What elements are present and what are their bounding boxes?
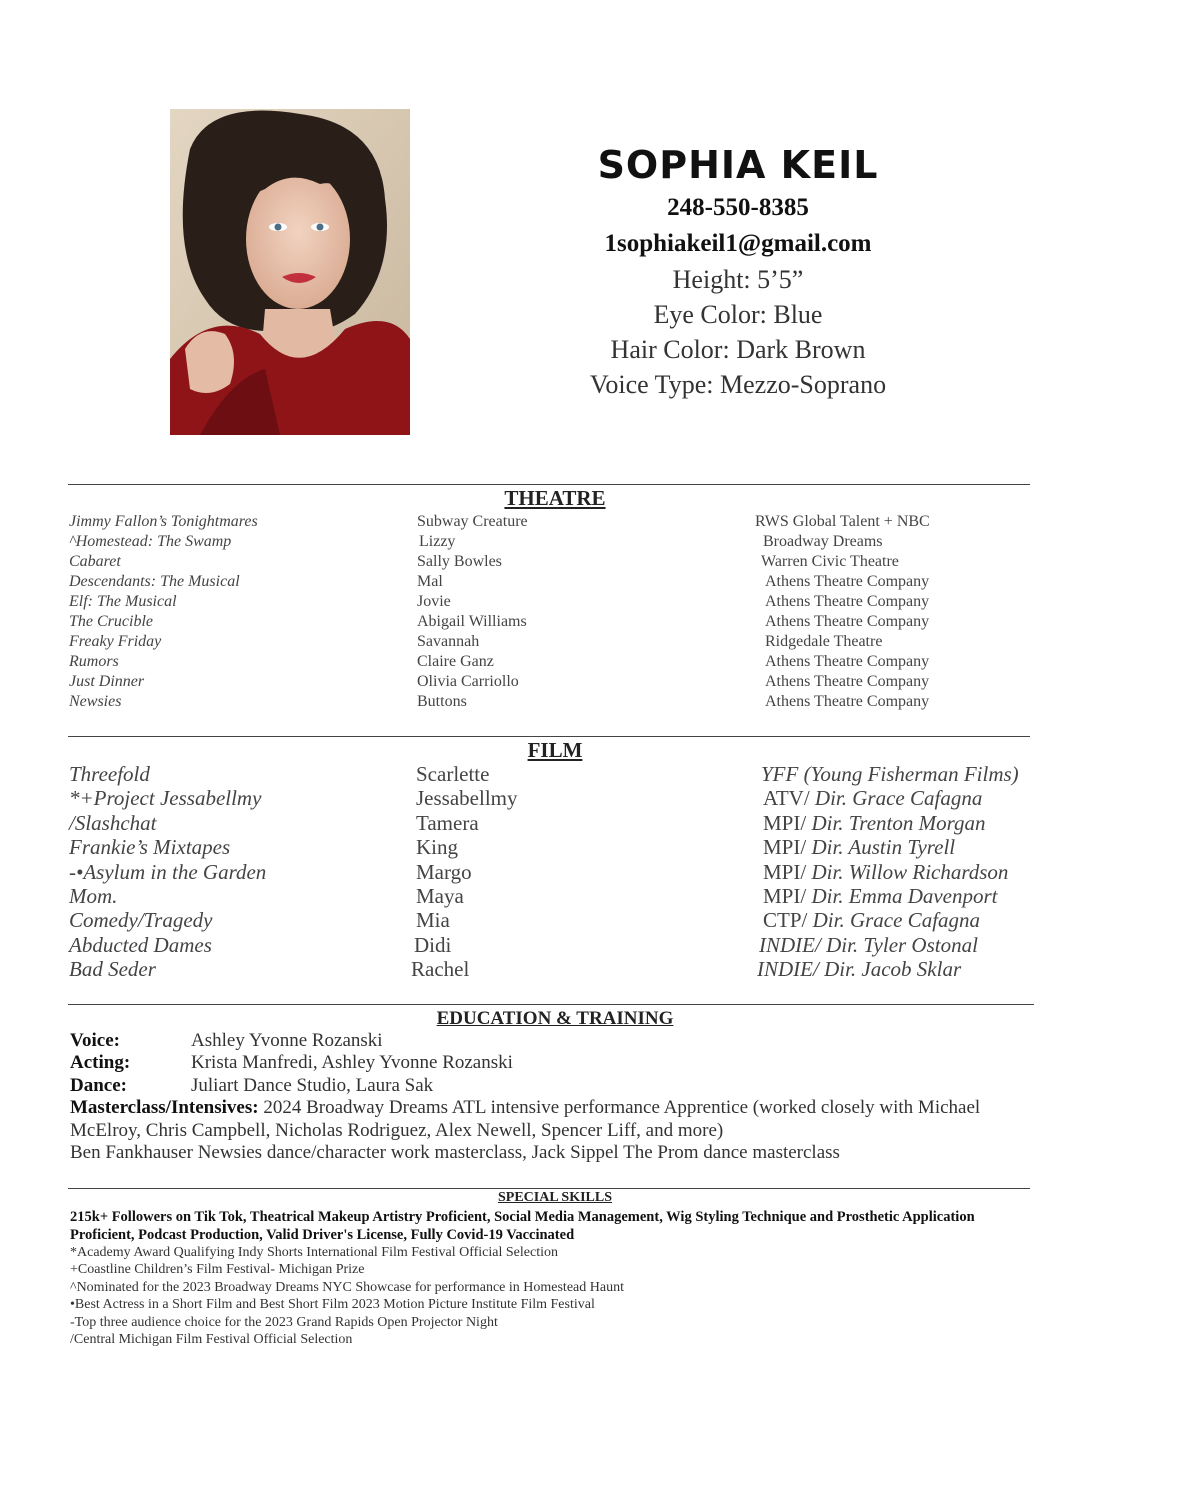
theatre-role: Mal xyxy=(417,573,443,590)
film-studio: MPI/ xyxy=(763,859,812,884)
film-company xyxy=(763,908,980,932)
masterclass-text: 2024 Broadway Dreams ATL intensive performance Apprentice (worked closely with Michael McElroy, Chris Campbell, Nicholas Rodriguez, Alex Newell, Spencer Liff, and more) xyxy=(70,1097,981,1141)
theatre-production: Elf: The Musical xyxy=(69,593,177,610)
film-company xyxy=(763,835,955,859)
section-divider xyxy=(68,1188,1030,1189)
skills-note: •Best Actress in a Short Film and Best Short Film 2023 Motion Picture Institute Film Festival xyxy=(70,1297,595,1313)
hair-color-text: Hair Color: Dark Brown xyxy=(610,335,866,364)
film-studio: CTP/ xyxy=(763,908,813,933)
film-production: Threefold xyxy=(69,762,150,786)
acting-training-row xyxy=(70,1052,1030,1074)
film-director: Dir. Emma Davenport xyxy=(811,883,998,908)
film-studio: MPI/ xyxy=(763,883,812,908)
film-role: Rachel xyxy=(411,957,470,982)
theatre-role: Buttons xyxy=(417,693,467,710)
film-production: /Slashchat xyxy=(69,810,157,835)
skills-section-title: SPECIAL SKILLS xyxy=(498,1190,612,1205)
film-company xyxy=(763,884,998,908)
film-production: Comedy/Tragedy xyxy=(69,908,213,933)
theatre-company: Athens Theatre Company xyxy=(765,693,930,710)
height-text: Height: 5’5” xyxy=(672,265,804,294)
film-role: Margo xyxy=(416,859,472,884)
theatre-company: Athens Theatre Company xyxy=(765,653,930,670)
masterclass-paragraph xyxy=(70,1097,1030,1142)
theatre-production: Newsies xyxy=(69,693,122,710)
theatre-production: The Crucible xyxy=(69,613,153,630)
education-section-title: EDUCATION & TRAINING xyxy=(436,1008,674,1029)
theatre-role: Sally Bowles xyxy=(417,553,502,570)
theatre-role: Savannah xyxy=(417,633,480,650)
film-role: Mia xyxy=(416,908,450,933)
theatre-role: Abigail Williams xyxy=(417,613,527,630)
contact-header xyxy=(538,140,938,402)
voice-training-row xyxy=(70,1030,1030,1052)
film-role: King xyxy=(416,835,458,860)
skills-note: ^Nominated for the 2023 Broadway Dreams NYC Showcase for performance in Homestead Haunt xyxy=(70,1279,624,1295)
section-divider xyxy=(68,1004,1034,1005)
skills-note: *Academy Award Qualifying Indy Shorts International Film Festival Official Selection xyxy=(70,1245,558,1260)
theatre-company: Athens Theatre Company xyxy=(765,613,930,630)
eye-color-text: Eye Color: Blue xyxy=(653,300,823,329)
film-director: Dir. Austin Tyrell xyxy=(811,835,956,860)
film-production: Frankie’s Mixtapes xyxy=(69,835,231,860)
film-company xyxy=(761,762,1019,786)
film-company xyxy=(763,811,986,835)
film-director: INDIE/ Dir. Tyler Ostonal xyxy=(759,932,978,957)
theatre-production: Rumors xyxy=(69,653,119,670)
section-divider xyxy=(68,484,1030,485)
film-company xyxy=(759,933,978,957)
theatre-role: Jovie xyxy=(417,593,451,610)
film-director: Dir. Grace Cafagna xyxy=(812,908,981,933)
theatre-company: Ridgedale Theatre xyxy=(765,633,883,650)
film-production: *+Project Jessabellmy xyxy=(69,786,262,811)
theatre-production: Descendants: The Musical xyxy=(69,573,240,590)
theatre-section-title: THEATRE xyxy=(504,486,606,510)
film-director: INDIE/ Dir. Jacob Sklar xyxy=(757,957,962,982)
theatre-production: Freaky Friday xyxy=(69,633,162,650)
theatre-production: ^Homestead: The Swamp xyxy=(69,533,232,550)
acting-teachers: Krista Manfredi, Ashley Yvonne Rozanski xyxy=(191,1052,513,1074)
theatre-role: Subway Creature xyxy=(417,513,528,530)
headshot-photo xyxy=(170,109,410,435)
voice-type-text: Voice Type: Mezzo-Soprano xyxy=(589,370,887,399)
skills-summary: 215k+ Followers on Tik Tok, Theatrical Makeup Artistry Proficient, Social Media Management, Wig Styling Technique and Prosthetic Application Proficient, Podcast Production, Valid Driver's License, Fully Covid-19 Vaccinated xyxy=(70,1209,975,1243)
film-company xyxy=(763,860,1008,884)
acting-label: Acting: xyxy=(70,1052,131,1074)
dance-label: Dance: xyxy=(70,1074,127,1096)
film-company xyxy=(757,957,961,981)
theatre-production: Cabaret xyxy=(69,553,121,570)
film-section-title: FILM xyxy=(527,738,583,762)
voice-teacher: Ashley Yvonne Rozanski xyxy=(191,1030,383,1051)
film-role: Maya xyxy=(416,883,464,908)
phone-number: 248-550-8385 xyxy=(667,194,809,221)
theatre-company: Athens Theatre Company xyxy=(765,673,930,690)
theatre-role: Claire Ganz xyxy=(417,653,494,670)
voice-label: Voice: xyxy=(70,1030,120,1051)
film-role: Didi xyxy=(414,932,452,957)
theatre-role: Olivia Carriollo xyxy=(417,673,519,690)
masterclass-label: Masterclass/Intensives: xyxy=(70,1097,259,1119)
film-studio: ATV/ xyxy=(763,786,815,811)
film-role: Jessabellmy xyxy=(416,786,518,811)
film-director: Dir. Willow Richardson xyxy=(811,859,1009,884)
special-skills xyxy=(70,1208,1040,1348)
theatre-role: Lizzy xyxy=(419,533,456,550)
education-training xyxy=(70,1030,1030,1164)
skills-notes xyxy=(70,1244,1040,1348)
film-production: Mom. xyxy=(69,883,118,908)
film-production: Abducted Dames xyxy=(69,932,212,957)
film-role: Tamera xyxy=(416,810,479,835)
film-production: -•Asylum in the Garden xyxy=(69,859,267,884)
film-production: Bad Seder xyxy=(69,957,156,982)
film-director: YFF (Young Fisherman Films) xyxy=(761,762,1019,786)
theatre-company: Broadway Dreams xyxy=(763,533,883,550)
theatre-company: Athens Theatre Company xyxy=(765,593,930,610)
skills-note: +Coastline Children’s Film Festival- Michigan Prize xyxy=(70,1262,365,1278)
section-divider xyxy=(68,736,1030,737)
skills-note: -Top three audience choice for the 2023 Grand Rapids Open Projector Night xyxy=(70,1314,498,1330)
film-director: Dir. Grace Cafagna xyxy=(814,786,983,811)
film-director: Dir. Trenton Morgan xyxy=(811,810,986,835)
theatre-company: RWS Global Talent + NBC xyxy=(755,513,930,530)
film-role: Scarlette xyxy=(416,762,490,786)
film-company xyxy=(763,786,982,810)
dance-teachers: Juliart Dance Studio, Laura Sak xyxy=(191,1074,434,1096)
theatre-company: Athens Theatre Company xyxy=(765,573,930,590)
skills-note: /Central Michigan Film Festival Official Selection xyxy=(70,1332,353,1348)
film-studio: MPI/ xyxy=(763,810,812,835)
film-studio: MPI/ xyxy=(763,835,812,860)
actor-name: SOPHIA KEIL xyxy=(597,143,879,187)
theatre-production: Jimmy Fallon’s Tonightmares xyxy=(69,513,258,530)
theatre-production: Just Dinner xyxy=(69,673,145,690)
theatre-company: Warren Civic Theatre xyxy=(761,553,899,570)
masterclass-text-2: Ben Fankhauser Newsies dance/character work masterclass, Jack Sippel The Prom dance masterclass xyxy=(70,1141,840,1163)
email-address: 1sophiakeil1@gmail.com xyxy=(604,230,872,257)
dance-training-row xyxy=(70,1075,1030,1097)
